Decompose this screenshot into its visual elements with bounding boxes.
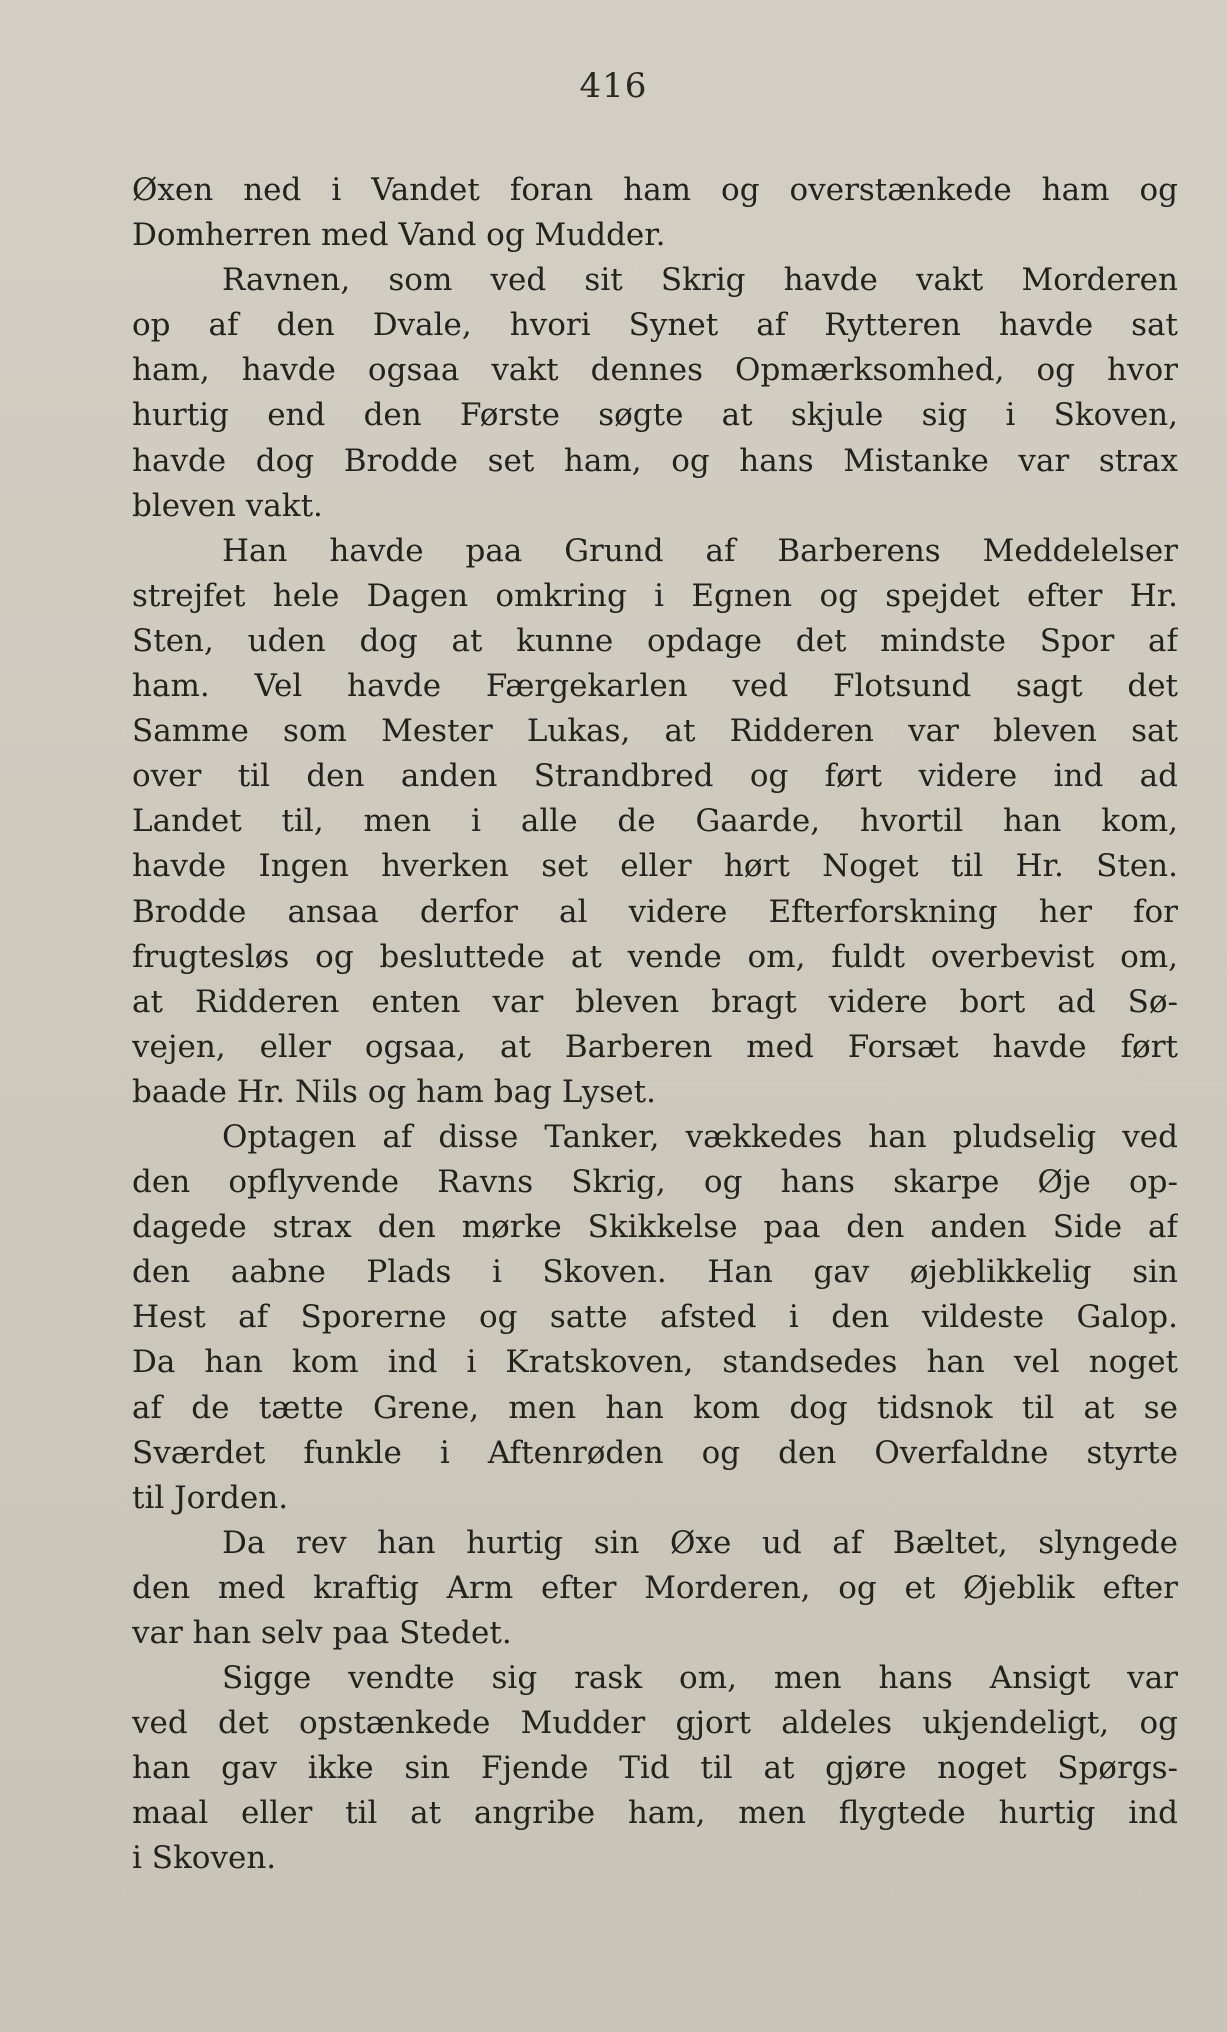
text-line: frugtesløs og besluttede at vende om, fuldt overbevist om,: [132, 938, 1178, 975]
text-line: Da rev han hurtig sin Øxe ud af Bæltet, slyngede: [222, 1524, 1178, 1561]
text-line: han gav ikke sin Fjende Tid til at gjøre noget Spørgs-: [132, 1750, 1178, 1787]
text-line: ham, havde ogsaa vakt dennes Opmærksomhed, og hvor: [132, 352, 1178, 389]
text-line: af de tætte Grene, men han kom dog tidsnok til at se: [132, 1389, 1178, 1426]
text-line: den opflyvende Ravns Skrig, og hans skarpe Øje op-: [132, 1164, 1178, 1201]
text-line: at Ridderen enten var bleven bragt videre bort ad Sø-: [132, 983, 1178, 1020]
text-line: strejfet hele Dagen omkring i Egnen og spejdet efter Hr.: [132, 577, 1178, 614]
text-line: Sigge vendte sig rask om, men hans Ansigt var: [222, 1660, 1178, 1697]
text-line: Han havde paa Grund af Barberens Meddelelser: [222, 532, 1178, 569]
text-line: ham. Vel havde Færgekarlen ved Flotsund sagt det: [132, 668, 1178, 705]
text-line: Landet til, men i alle de Gaarde, hvortil han kom,: [132, 803, 1178, 840]
text-line: ved det opstænkede Mudder gjort aldeles ukjendeligt, og: [132, 1705, 1178, 1742]
text-line: havde dog Brodde set ham, og hans Mistanke var strax: [132, 442, 1178, 479]
text-line: over til den anden Strandbred og ført videre ind ad: [132, 758, 1178, 795]
text-line: Brodde ansaa derfor al videre Efterforskning her for: [132, 893, 1178, 930]
text-line: hurtig end den Første søgte at skjule sig i Skoven,: [132, 397, 1178, 434]
text-line: havde Ingen hverken set eller hørt Noget til Hr. Sten.: [132, 848, 1178, 885]
text-line: Optagen af disse Tanker, vækkedes han pludselig ved: [222, 1118, 1178, 1155]
body-text: [132, 168, 1178, 1882]
text-line: bleven vakt.: [132, 487, 323, 524]
text-line: Samme som Mester Lukas, at Ridderen var bleven sat: [132, 713, 1178, 750]
text-line: Da han kom ind i Kratskoven, standsedes han vel noget: [132, 1344, 1178, 1381]
text-line: Sten, uden dog at kunne opdage det mindste Spor af: [132, 622, 1178, 659]
text-line: Ravnen, som ved sit Skrig havde vakt Morderen: [222, 262, 1178, 299]
text-line: den aabne Plads i Skoven. Han gav øjeblikkelig sin: [132, 1254, 1178, 1291]
text-line: til Jorden.: [132, 1479, 289, 1516]
text-line: op af den Dvale, hvori Synet af Rytteren havde sat: [132, 307, 1178, 344]
text-line: den med kraftig Arm efter Morderen, og et Øjeblik efter: [132, 1569, 1178, 1606]
text-line: dagede strax den mørke Skikkelse paa den anden Side af: [132, 1209, 1178, 1246]
page-number: 416: [579, 66, 648, 106]
text-line: Domherren med Vand og Mudder.: [132, 217, 666, 254]
text-line: Øxen ned i Vandet foran ham og overstænkede ham og: [132, 172, 1178, 208]
text-line: Hest af Sporerne og satte afsted i den vildeste Galop.: [132, 1299, 1178, 1336]
text-line: Sværdet funkle i Aftenrøden og den Overfaldne styrte: [132, 1434, 1178, 1471]
text-line: maal eller til at angribe ham, men flygtede hurtig ind: [132, 1795, 1178, 1832]
text-line: vejen, eller ogsaa, at Barberen med Forsæt havde ført: [132, 1028, 1178, 1065]
text-line: i Skoven.: [132, 1840, 277, 1877]
text-line: var han selv paa Stedet.: [132, 1615, 512, 1651]
text-line: baade Hr. Nils og ham bag Lyset.: [132, 1073, 656, 1110]
